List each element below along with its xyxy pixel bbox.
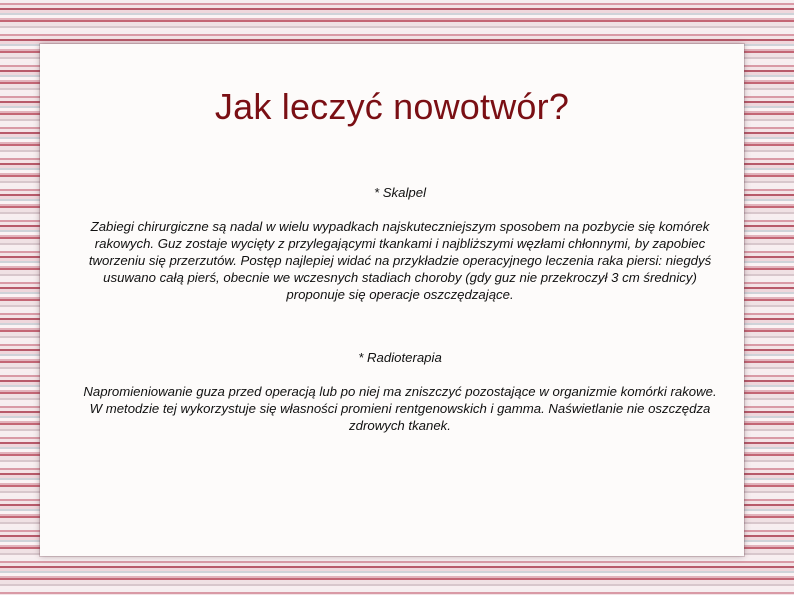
section-text-radiotherapy: Napromieniowanie guza przed operacją lub po niej ma zniszczyć pozostające w organizmie komórki rakowe. W metodzie tej wykorzystuje się własności promieni rentgenowskich i gamma. Naświetlanie nie oszczędza zdrowych tkanek. [83,384,717,433]
slide-content [80,184,720,434]
section-heading-radiotherapy: * Radioterapia [358,350,442,365]
slide-panel [40,44,744,556]
slide-title: Jak leczyć nowotwór? [214,86,570,127]
section-heading-scalpel: * Skalpel [373,185,427,200]
section-text-scalpel: Zabiegi chirurgiczne są nadal w wielu wypadkach najskuteczniejszym sposobem na pozbycie się komórek rakowych. Guz zostaje wycięty z przylegającymi tkankami i najbliższymi węzłami chłonnymi, by zapobiec tworzeniu się przerzutów. Postęp najlepiej widać na przykładzie operacyjnego leczenia raka piersi: niegdyś usuwano całą pierś, obecnie we wczesnych stadiach choroby (gdy guz nie przekroczył 3 cm średnicy) proponuje się operacje oszczędzające. [88,219,712,302]
